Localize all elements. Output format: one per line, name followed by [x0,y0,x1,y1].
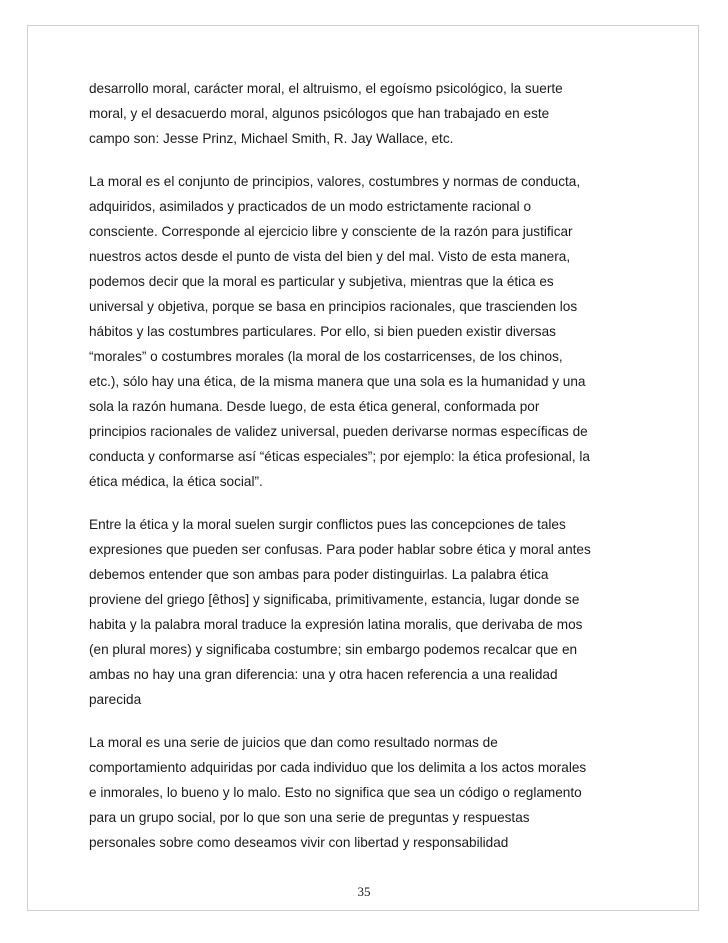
text-line: (en plural mores) y significaba costumbre; sin embargo podemos recalcar que en [89,642,578,657]
paragraph-4 [89,730,649,855]
text-line: universal y objetiva, porque se basa en principios racionales, que trascienden los [89,299,578,314]
text-line: principios racionales de validez universal, pueden derivarse normas específicas de [89,424,588,439]
text-line: consciente. Corresponde al ejercicio libre y consciente de la razón para justificar [89,224,573,239]
text-line: habita y la palabra moral traduce la expresión latina moralis, que derivaba de mos [89,617,583,632]
text-line: proviene del griego [êthos] y significaba, primitivamente, estancia, lugar donde se [89,592,580,607]
text-line: debemos entender que son ambas para poder distinguirlas. La palabra ética [89,567,549,582]
text-line: Entre la ética y la moral suelen surgir conflictos pues las concepciones de tales [89,517,566,532]
text-line: conducta y conformarse así “éticas especiales”; por ejemplo: la ética profesional, la [89,449,590,464]
page-number: 35 [357,884,371,899]
text-line: ambas no hay una gran diferencia: una y otra hacen referencia a una realidad [89,667,558,682]
text-line: “morales” o costumbres morales (la moral de los costarricenses, de los chinos, [89,349,563,364]
text-line: expresiones que pueden ser confusas. Para poder hablar sobre ética y moral antes [89,542,591,557]
text-line: personales sobre como deseamos vivir con libertad y responsabilidad [89,835,509,850]
text-line: campo son: Jesse Prinz, Michael Smith, R. Jay Wallace, etc. [89,131,454,146]
paragraph-1 [89,76,649,151]
paragraph-2 [89,169,649,494]
text-line: parecida [89,692,142,707]
text-line: para un grupo social, por lo que son una serie de preguntas y respuestas [89,810,530,825]
text-line: e inmorales, lo bueno y lo malo. Esto no significa que sea un código o reglamento [89,785,582,800]
text-line: adquiridos, asimilados y practicados de un modo estrictamente racional o [89,199,532,214]
text-line: podemos decir que la moral es particular y subjetiva, mientras que la ética es [89,274,554,289]
document-body [89,76,649,873]
text-line: moral, y el desacuerdo moral, algunos psicólogos que han trabajado en este [89,106,550,121]
text-line: hábitos y las costumbres particulares. Por ello, si bien pueden existir diversas [89,324,556,339]
text-line: ética médica, la ética social”. [89,474,263,489]
paragraph-3 [89,512,649,712]
text-line: comportamiento adquiridas por cada individuo que los delimita a los actos morales [89,760,587,775]
text-line: nuestros actos desde el punto de vista del bien y del mal. Visto de esta manera, [89,249,571,264]
text-line: La moral es una serie de juicios que dan como resultado normas de [89,735,498,750]
text-line: La moral es el conjunto de principios, valores, costumbres y normas de conducta, [89,174,581,189]
text-line: desarrollo moral, carácter moral, el altruismo, el egoísmo psicológico, la suerte [89,81,563,96]
text-line: etc.), sólo hay una ética, de la misma manera que una sola es la humanidad y una [89,374,586,389]
text-line: sola la razón humana. Desde luego, de esta ética general, conformada por [89,399,540,414]
